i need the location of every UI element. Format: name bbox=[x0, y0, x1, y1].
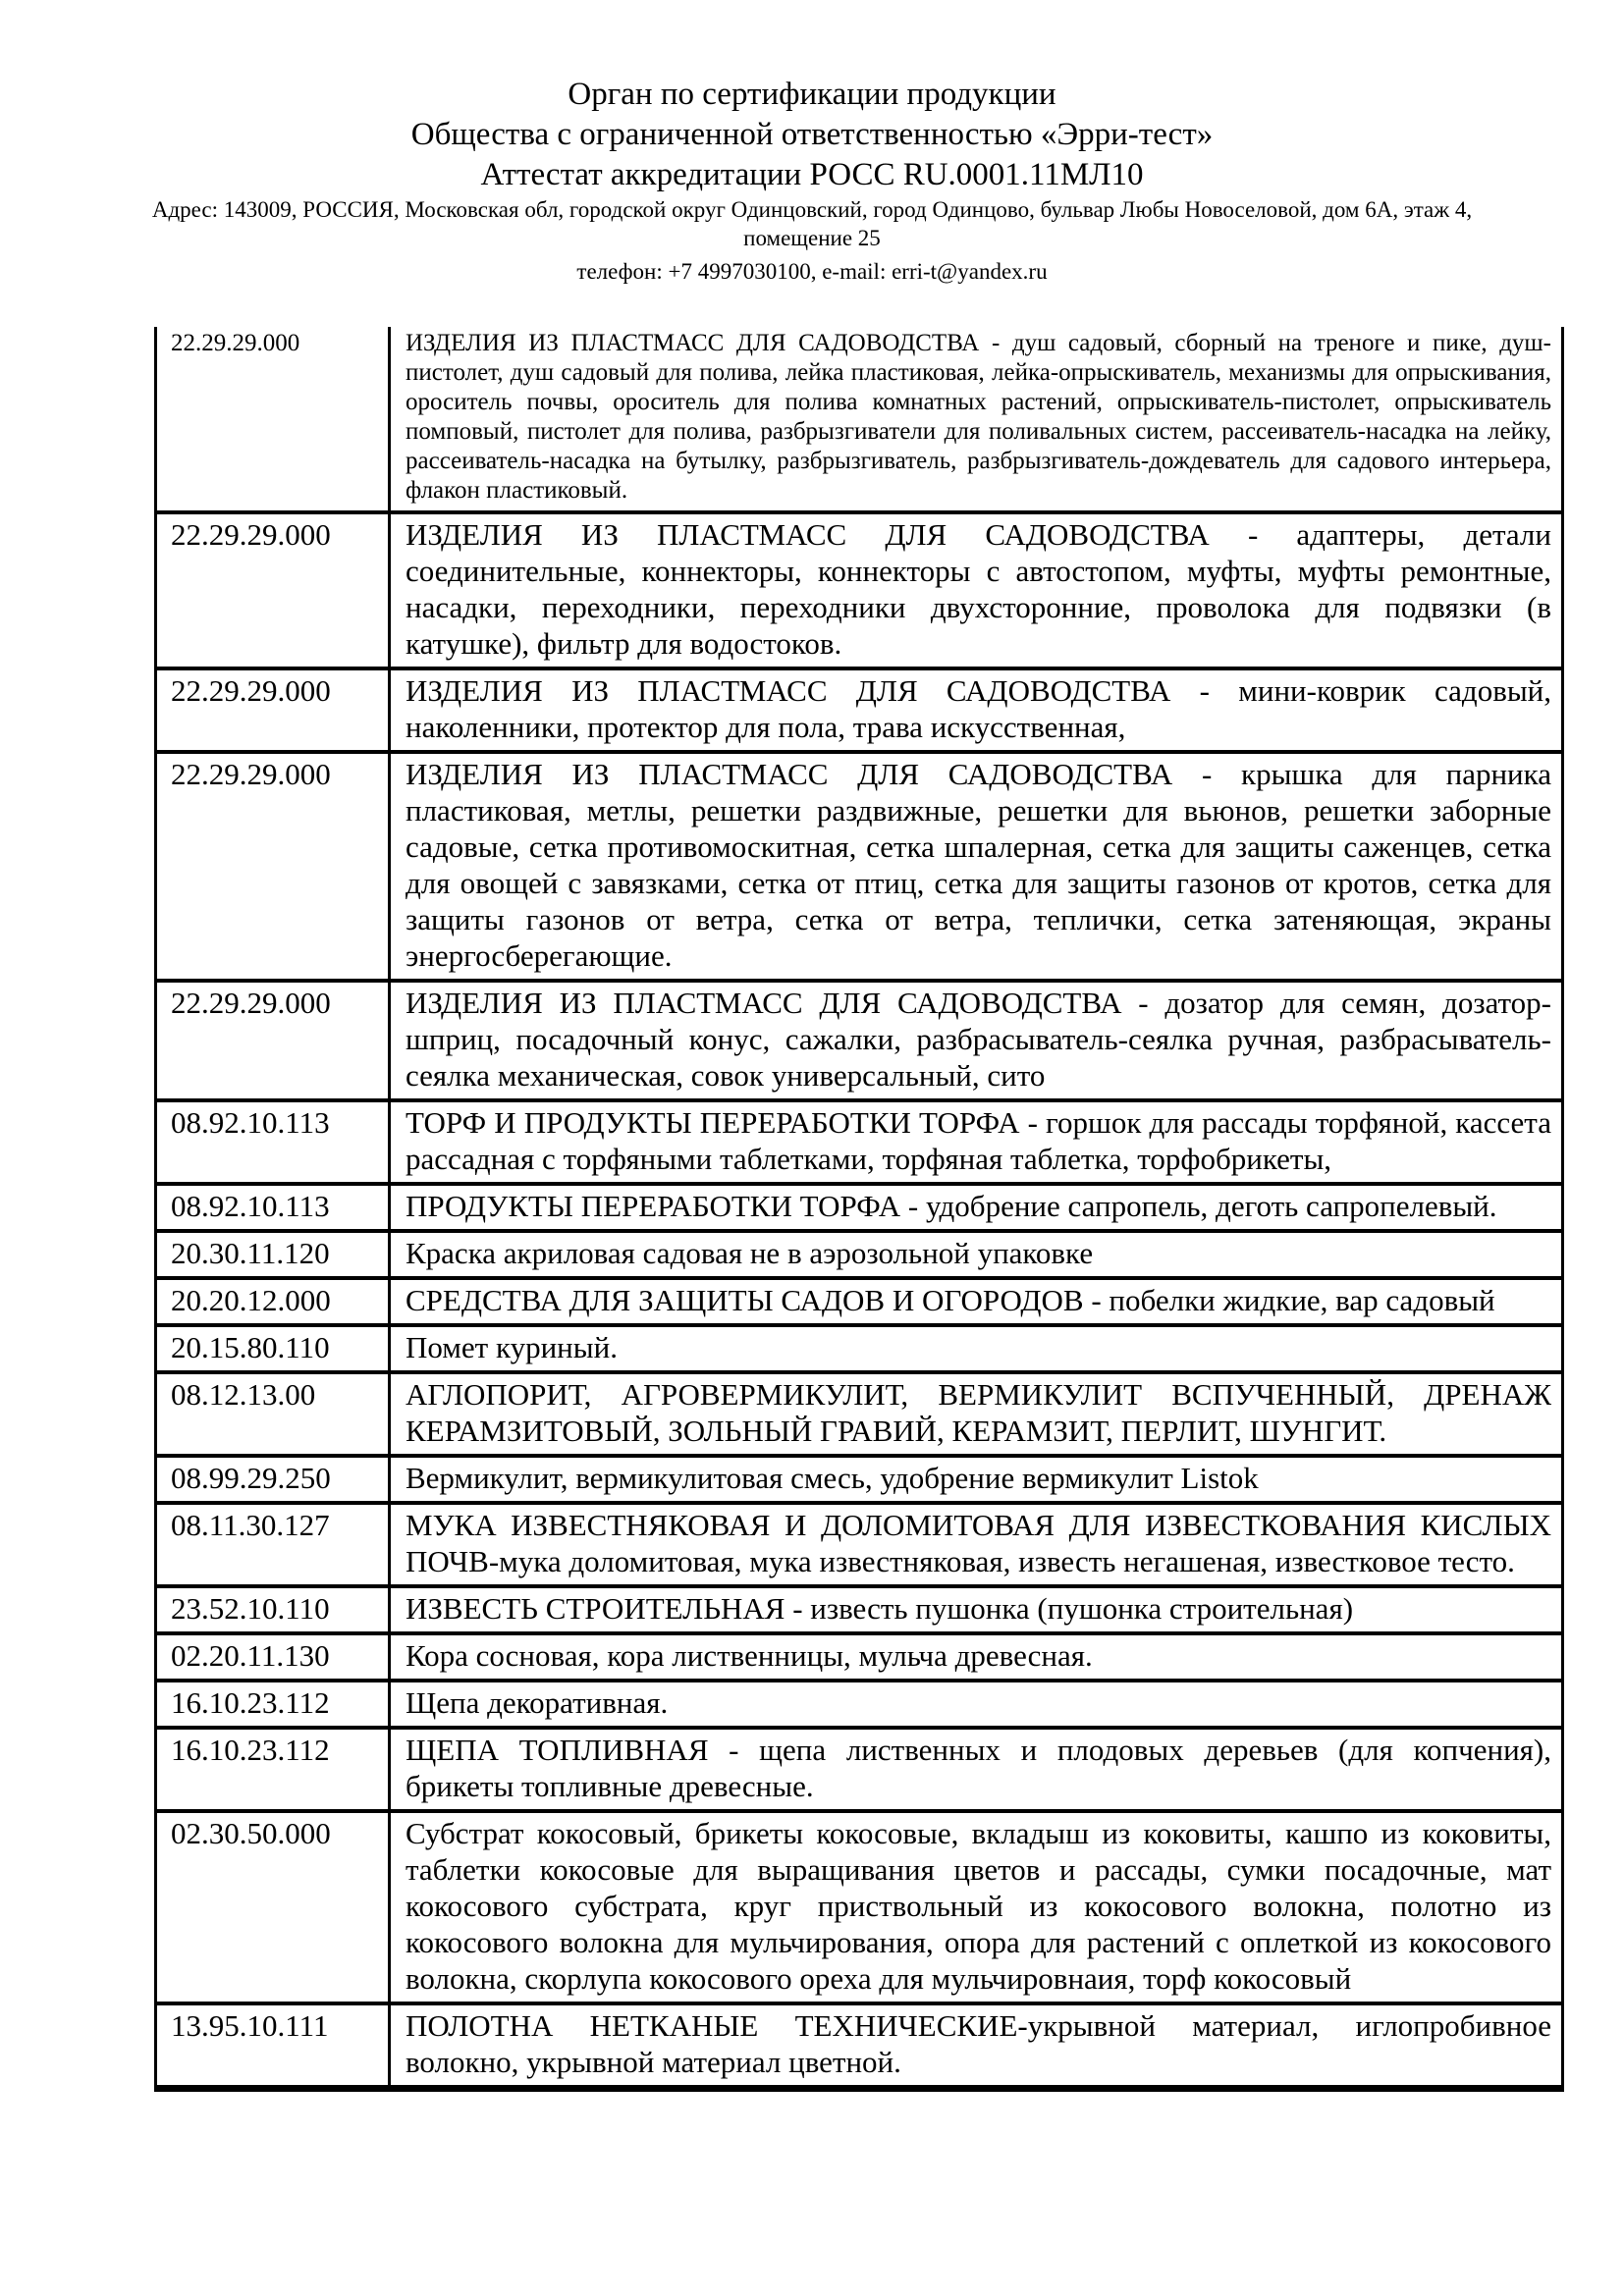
product-code-cell: 08.12.13.00 bbox=[156, 1372, 390, 1456]
table-row bbox=[156, 512, 1563, 668]
product-code-cell: 16.10.23.112 bbox=[156, 1728, 390, 1811]
product-description-cell: ЩЕПА ТОПЛИВНАЯ - щепа лиственных и плодовых деревьев (для копчения), брикеты топливные древесные. bbox=[390, 1728, 1563, 1811]
product-description-cell: Субстрат кокосовый, брикеты кокосовые, вкладыш из коковиты, кашпо из коковиты, таблетки кокосовые для выращивания цветов и рассады, сумки посадочные, мат кокосового субстрата, круг приствольный из кокосового волокна, полотно из кокосового волокна для мульчирования, опора для растений с оплеткой из кокосового волокна, скорлупа кокосового ореха для мульчировнаия, торф кокосовый bbox=[390, 1811, 1563, 2003]
org-title-line: Орган по сертификации продукции bbox=[568, 77, 1056, 112]
product-description-cell: МУКА ИЗВЕСТНЯКОВАЯ И ДОЛОМИТОВАЯ ДЛЯ ИЗВЕСТКОВАНИЯ КИСЛЫХ ПОЧВ-мука доломитовая, мука известняковая, известь негашеная, известковое тесто. bbox=[390, 1503, 1563, 1586]
product-code-cell: 08.99.29.250 bbox=[156, 1456, 390, 1503]
product-description-cell: ПРОДУКТЫ ПЕРЕРАБОТКИ ТОРФА - удобрение сапропель, деготь сапропелевый. bbox=[390, 1184, 1563, 1231]
product-code-cell: 20.15.80.110 bbox=[156, 1325, 390, 1372]
product-code-cell: 08.92.10.113 bbox=[156, 1184, 390, 1231]
address-line-2: помещение 25 bbox=[743, 226, 881, 250]
product-code-cell: 20.20.12.000 bbox=[156, 1278, 390, 1325]
product-code-cell: 02.30.50.000 bbox=[156, 1811, 390, 2003]
product-description-cell: ИЗДЕЛИЯ ИЗ ПЛАСТМАСС ДЛЯ САДОВОДСТВА - дозатор для семян, дозатор-шприц, посадочный конус, сажалки, разбрасыватель-сеялка ручная, разбрасыватель-сеялка механическая, совок универсальный, сито bbox=[390, 981, 1563, 1100]
address-line-1: Адрес: 143009, РОССИЯ, Московская обл, городской округ Одинцовский, город Одинцово, бульвар Любы Новоселовой, дом 6А, этаж 4, bbox=[151, 197, 1473, 222]
product-code-cell: 22.29.29.000 bbox=[156, 668, 390, 752]
product-description-cell: СРЕДСТВА ДЛЯ ЗАЩИТЫ САДОВ И ОГОРОДОВ - побелки жидкие, вар садовый bbox=[390, 1278, 1563, 1325]
table-row bbox=[156, 327, 1563, 512]
product-description-cell: Кора сосновая, кора лиственницы, мульча древесная. bbox=[390, 1633, 1563, 1681]
product-code-cell: 22.29.29.000 bbox=[156, 981, 390, 1100]
table-row bbox=[156, 1100, 1563, 1184]
table-row bbox=[156, 2003, 1563, 2089]
product-code-cell: 16.10.23.112 bbox=[156, 1681, 390, 1728]
table-row bbox=[156, 981, 1563, 1100]
product-code-cell: 02.20.11.130 bbox=[156, 1633, 390, 1681]
product-description-cell: ТОРФ И ПРОДУКТЫ ПЕРЕРАБОТКИ ТОРФА - горшок для рассады торфяной, кассета рассадная с торфяными таблетками, торфяная таблетка, торфобрикеты, bbox=[390, 1100, 1563, 1184]
table-row bbox=[156, 1278, 1563, 1325]
table-row bbox=[156, 668, 1563, 752]
product-code-cell: 22.29.29.000 bbox=[156, 512, 390, 668]
product-description-cell: АГЛОПОРИТ, АГРОВЕРМИКУЛИТ, ВЕРМИКУЛИТ ВСПУЧЕННЫЙ, ДРЕНАЖ КЕРАМЗИТОВЫЙ, ЗОЛЬНЫЙ ГРАВИЙ, КЕРАМЗИТ, ПЕРЛИТ, ШУНГИТ. bbox=[390, 1372, 1563, 1456]
product-description-cell: ИЗДЕЛИЯ ИЗ ПЛАСТМАСС ДЛЯ САДОВОДСТВА - адаптеры, детали соединительные, коннекторы, коннекторы с автостопом, муфты, муфты ремонтные, насадки, переходники, переходники двухсторонние, проволока для подвязки (в катушке), фильтр для водостоков. bbox=[390, 512, 1563, 668]
product-code-cell: 08.92.10.113 bbox=[156, 1100, 390, 1184]
table-row bbox=[156, 1728, 1563, 1811]
product-description-cell: ИЗДЕЛИЯ ИЗ ПЛАСТМАСС ДЛЯ САДОВОДСТВА - крышка для парника пластиковая, метлы, решетки раздвижные, решетки для вьюнов, решетки заборные садовые, сетка противомоскитная, сетка шпалерная, сетка для защиты саженцев, сетка для овощей с завязками, сетка от птиц, сетка для защиты газонов от кротов, сетка для защиты газонов от ветра, сетка от ветра, теплички, сетка затеняющая, экраны энергосберегающие. bbox=[390, 752, 1563, 981]
org-name-line: Общества с ограниченной ответственностью «Эрри-тест» bbox=[410, 117, 1214, 152]
product-description-cell: ПОЛОТНА НЕТКАНЫЕ ТЕХНИЧЕСКИЕ-укрывной материал, иглопробивное волокно, укрывной материал цветной. bbox=[390, 2003, 1563, 2089]
product-code-cell: 23.52.10.110 bbox=[156, 1586, 390, 1633]
document-header bbox=[0, 75, 1624, 286]
product-code-cell: 22.29.29.000 bbox=[156, 327, 390, 512]
table-row bbox=[156, 1811, 1563, 2003]
product-code-cell: 13.95.10.111 bbox=[156, 2003, 390, 2089]
contact-line: телефон: +7 4997030100, e-mail: erri-t@yandex.ru bbox=[576, 259, 1048, 284]
table-row bbox=[156, 1372, 1563, 1456]
product-description-cell: ИЗДЕЛИЯ ИЗ ПЛАСТМАСС ДЛЯ САДОВОДСТВА - мини-коврик садовый, наколенники, протектор для пола, трава искусственная, bbox=[390, 668, 1563, 752]
table-row bbox=[156, 1231, 1563, 1278]
certified-products-table bbox=[154, 327, 1564, 2092]
table-row bbox=[156, 1681, 1563, 1728]
product-description-cell: Помет куриный. bbox=[390, 1325, 1563, 1372]
product-description-cell: Вермикулит, вермикулитовая смесь, удобрение вермикулит Listok bbox=[390, 1456, 1563, 1503]
product-description-cell: Щепа декоративная. bbox=[390, 1681, 1563, 1728]
product-code-cell: 20.30.11.120 bbox=[156, 1231, 390, 1278]
table-row bbox=[156, 1633, 1563, 1681]
table-body bbox=[156, 327, 1563, 2089]
table-row bbox=[156, 1586, 1563, 1633]
product-description-cell: ИЗДЕЛИЯ ИЗ ПЛАСТМАСС ДЛЯ САДОВОДСТВА - душ садовый, сборный на треноге и пике, душ-пистолет, душ садовый для полива, лейка пластиковая, лейка-опрыскиватель, механизмы для опрыскивания, ороситель почвы, ороситель для полива комнатных растений, опрыскиватель-пистолет, опрыскиватель помповый, пистолет для полива, разбрызгиватели для поливальных систем, рассеиватель-насадка на лейку, рассеиватель-насадка на бутылку, разбрызгиватель, разбрызгиватель-дождеватель для садового интерьера, флакон пластиковый. bbox=[390, 327, 1563, 512]
table-row bbox=[156, 1503, 1563, 1586]
table-row bbox=[156, 1325, 1563, 1372]
table-row bbox=[156, 1456, 1563, 1503]
product-description-cell: ИЗВЕСТЬ СТРОИТЕЛЬНАЯ - известь пушонка (пушонка строительная) bbox=[390, 1586, 1563, 1633]
table-row bbox=[156, 752, 1563, 981]
product-code-cell: 22.29.29.000 bbox=[156, 752, 390, 981]
table-row bbox=[156, 1184, 1563, 1231]
accreditation-line: Аттестат аккредитации РОСС RU.0001.11МЛ10 bbox=[480, 157, 1144, 192]
product-description-cell: Краска акриловая садовая не в аэрозольной упаковке bbox=[390, 1231, 1563, 1278]
product-code-cell: 08.11.30.127 bbox=[156, 1503, 390, 1586]
